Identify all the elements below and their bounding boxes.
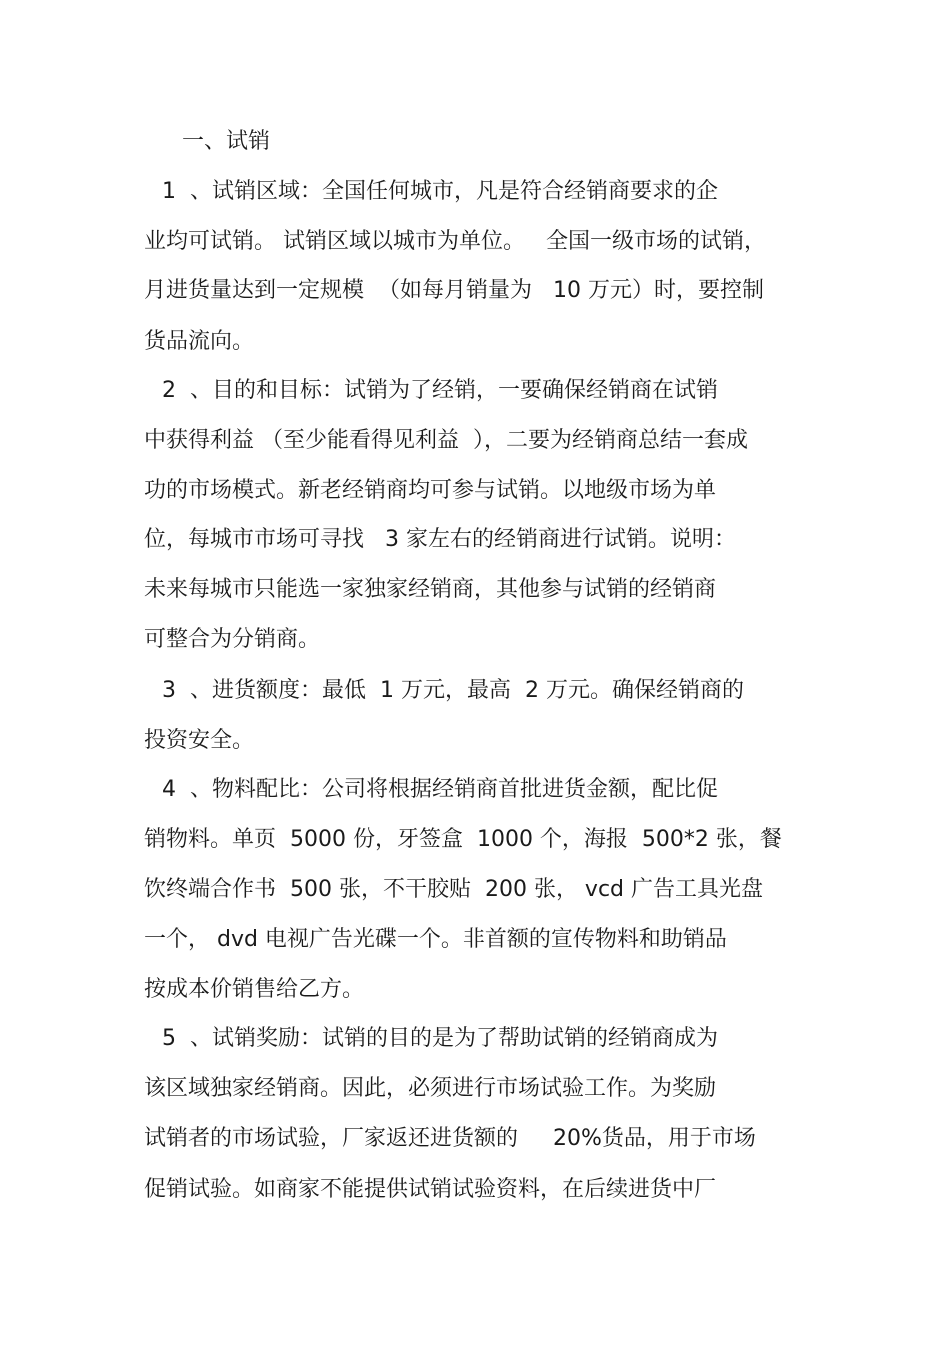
paragraph-line: 2 、目的和目标：试销为了经销，一要确保经销商在试销	[162, 378, 718, 403]
paragraph-line: 月进货量达到一定规模 （如每月销量为 10 万元）时，要控制	[144, 278, 764, 303]
paragraph-line: 可整合为分销商。	[144, 627, 321, 652]
paragraph-line: 功的市场模式。新老经销商均可参与试销。以地级市场为单	[144, 478, 717, 503]
paragraph-line: 投资安全。	[144, 728, 255, 753]
paragraph-line: 4 、物料配比：公司将根据经销商首批进货金额，配比促	[162, 777, 718, 802]
paragraph-line: 按成本价销售给乙方。	[144, 977, 365, 1002]
paragraph-line: 促销试验。如商家不能提供试销试验资料，在后续进货中厂	[144, 1177, 717, 1202]
paragraph-line: 该区域独家经销商。因此，必须进行市场试验工作。为奖励	[144, 1076, 717, 1101]
paragraph-line: 3 、进货额度：最低 1 万元，最高 2 万元。确保经销商的	[162, 678, 744, 703]
section-heading: 一、试销	[182, 129, 271, 154]
paragraph-line: 位，每城市市场可寻找 3 家左右的经销商进行试销。说明：	[144, 527, 736, 552]
paragraph-line: 饮终端合作书 500 张，不干胶贴 200 张， vcd 广告工具光盘	[144, 877, 764, 902]
paragraph-line: 5 、试销奖励：试销的目的是为了帮助试销的经销商成为	[162, 1026, 718, 1051]
paragraph-line: 1 、试销区域：全国任何城市，凡是符合经销商要求的企	[162, 179, 718, 204]
paragraph-line: 业均可试销。 试销区域以城市为单位。 全国一级市场的试销，	[144, 229, 766, 254]
paragraph-line: 中获得利益 （至少能看得见利益 ），二要为经销商总结一套成	[144, 428, 748, 453]
paragraph-line: 试销者的市场试验，厂家返还进货额的 20%货品，用于市场	[144, 1126, 756, 1151]
paragraph-line: 货品流向。	[144, 329, 255, 354]
paragraph-line: 一个， dvd 电视广告光碟一个。非首额的宣传物料和助销品	[144, 927, 727, 952]
paragraph-line: 销物料。单页 5000 份，牙签盒 1000 个，海报 500*2 张，餐	[144, 827, 782, 852]
paragraph-line: 未来每城市只能选一家独家经销商，其他参与试销的经销商	[144, 577, 717, 602]
